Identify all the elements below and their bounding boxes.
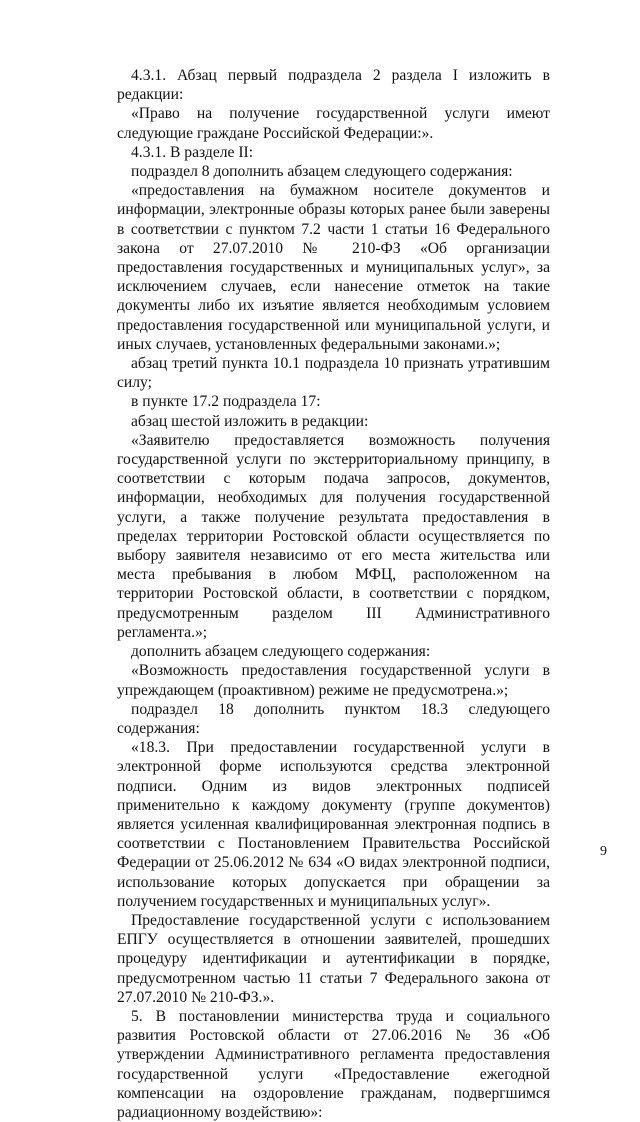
paragraph: Предоставление государственной услуги с использованием ЕПГУ осуществляется в отношении заявителей, прошедших процедуру идентификации и аутентификации в порядке, предусмотренном частью 11 статьи 7 Федерального закона от 27.07.2010 № 210-ФЗ.». xyxy=(117,911,550,1006)
paragraph: «Заявителю предоставляется возможность получения государственной услуги по экстерриториальному принципу, в соответствии с которым подача запросов, документов, информации, необходимых для получения государственной услуги, а также получение результата предоставления в пределах территории Ростовской области осуществляется по выбору заявителя независимо от его места жительства или места пребывания в любом МФЦ, расположенном на территории Ростовской области, в соответствии с порядком, предусмотренным разделом III Административного регламента.»; xyxy=(117,431,550,641)
paragraph: абзац шестой изложить в редакции: xyxy=(131,412,369,430)
paragraph: «Возможность предоставления государственной услуги в упреждающем (проактивном) режиме не предусмотрена.»; xyxy=(117,662,550,699)
page-number: 9 xyxy=(600,844,607,859)
paragraph: подраздел 18 дополнить пунктом 18.3 следующего содержания: xyxy=(117,700,550,737)
paragraph: подраздел 8 дополнить абзацем следующего содержания: xyxy=(131,163,513,181)
paragraph: дополнить абзацем следующего содержания: xyxy=(131,643,431,661)
paragraph: 4.3.1. Абзац первый подраздела 2 раздела I изложить в редакции: xyxy=(117,67,550,104)
paragraph: «Право на получение государственной услуги имеют следующие граждане Российской Федерации:». xyxy=(117,105,550,142)
paragraph: «предоставления на бумажном носителе документов и информации, электронные образы которых ранее были заверены в соответствии с пунктом 7.2 части 1 статьи 16 Федерального закона от 27.07.2010 № 210-ФЗ «Об организации предоставления государственных и муниципальных услуг», за исключением случаев, если нанесение отметок на такие документы либо их изъятие является необходимым условием предоставления государственной или муниципальной услуги, и иных случаев, установленных федеральными законами.»; xyxy=(117,182,550,353)
paragraph: 5. В постановлении министерства труда и социального развития Ростовской области от 27.06.2016 № 36 «Об утверждении Административного регламента предоставления государственной услуги «Предоставление ежегодной компенсации на оздоровление гражданам, подвергшимся радиационному воздействию»: xyxy=(117,1007,550,1121)
paragraph: абзац третий пункта 10.1 подраздела 10 признать утратившим силу; xyxy=(117,355,550,392)
paragraph: «18.3. При предоставлении государственной услуги в электронной форме используются средства электронной подписи. Одним из видов электронных подписей применительно к каждому документу (группе документов) является усиленная квалифицированная электронная подпись в соответствии с Постановлением Правительства Российской Федерации от 25.06.2012 № 634 «О видах электронной подписи, использование которых допускается при обращении за получением государственных и муниципальных услуг». xyxy=(117,739,550,910)
paragraph: в пункте 17.2 подраздела 17: xyxy=(131,393,321,411)
document-body xyxy=(117,66,550,1122)
paragraph: 4.3.1. В разделе II: xyxy=(131,143,254,161)
